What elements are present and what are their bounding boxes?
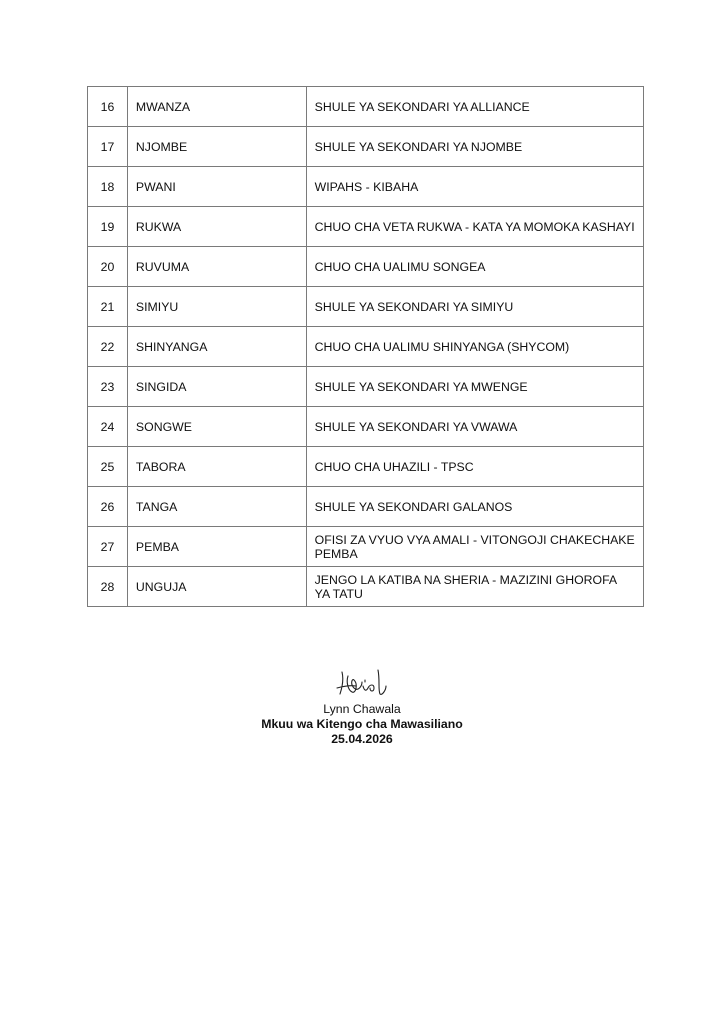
venue-cell: SHULE YA SEKONDARI GALANOS: [306, 487, 643, 527]
region-cell: SHINYANGA: [127, 327, 306, 367]
venue-cell: OFISI ZA VYUO VYA AMALI - VITONGOJI CHAKECHAKE PEMBA: [306, 527, 643, 567]
venues-table: [87, 86, 644, 607]
table-row: [88, 167, 644, 207]
region-cell: NJOMBE: [127, 127, 306, 167]
region-cell: SIMIYU: [127, 287, 306, 327]
table-row: [88, 567, 644, 607]
row-number: 16: [88, 87, 128, 127]
table-row: [88, 447, 644, 487]
row-number: 28: [88, 567, 128, 607]
row-number: 20: [88, 247, 128, 287]
table-row: [88, 87, 644, 127]
venue-cell: SHULE YA SEKONDARI YA MWENGE: [306, 367, 643, 407]
region-cell: PEMBA: [127, 527, 306, 567]
row-number: 23: [88, 367, 128, 407]
region-cell: RUVUMA: [127, 247, 306, 287]
table-row: [88, 407, 644, 447]
venue-cell: CHUO CHA VETA RUKWA - KATA YA MOMOKA KASHAYI: [306, 207, 643, 247]
row-number: 18: [88, 167, 128, 207]
region-cell: PWANI: [127, 167, 306, 207]
venue-cell: CHUO CHA UHAZILI - TPSC: [306, 447, 643, 487]
region-cell: TANGA: [127, 487, 306, 527]
venue-cell: SHULE YA SEKONDARI YA ALLIANCE: [306, 87, 643, 127]
region-cell: SONGWE: [127, 407, 306, 447]
signatory-title: Mkuu wa Kitengo cha Mawasiliano: [261, 717, 463, 731]
region-cell: MWANZA: [127, 87, 306, 127]
row-number: 25: [88, 447, 128, 487]
signature-block: [0, 666, 724, 747]
row-number: 19: [88, 207, 128, 247]
venue-cell: SHULE YA SEKONDARI YA NJOMBE: [306, 127, 643, 167]
document-date: 25.04.2026: [331, 732, 393, 746]
venue-cell: JENGO LA KATIBA NA SHERIA - MAZIZINI GHOROFA YA TATU: [306, 567, 643, 607]
region-cell: RUKWA: [127, 207, 306, 247]
row-number: 22: [88, 327, 128, 367]
row-number: 26: [88, 487, 128, 527]
table-row: [88, 287, 644, 327]
signatory-name: Lynn Chawala: [323, 702, 401, 716]
table-row: [88, 527, 644, 567]
venue-cell: SHULE YA SEKONDARI YA VWAWA: [306, 407, 643, 447]
handwritten-signature: [332, 666, 392, 700]
row-number: 17: [88, 127, 128, 167]
venue-cell: WIPAHS - KIBAHA: [306, 167, 643, 207]
row-number: 21: [88, 287, 128, 327]
table-row: [88, 207, 644, 247]
row-number: 24: [88, 407, 128, 447]
venue-cell: CHUO CHA UALIMU SHINYANGA (SHYCOM): [306, 327, 643, 367]
table-row: [88, 247, 644, 287]
table-row: [88, 367, 644, 407]
table-row: [88, 327, 644, 367]
venues-table-body: [88, 87, 644, 607]
region-cell: TABORA: [127, 447, 306, 487]
region-cell: SINGIDA: [127, 367, 306, 407]
venue-cell: SHULE YA SEKONDARI YA SIMIYU: [306, 287, 643, 327]
region-cell: UNGUJA: [127, 567, 306, 607]
table-row: [88, 487, 644, 527]
row-number: 27: [88, 527, 128, 567]
table-row: [88, 127, 644, 167]
venue-cell: CHUO CHA UALIMU SONGEA: [306, 247, 643, 287]
